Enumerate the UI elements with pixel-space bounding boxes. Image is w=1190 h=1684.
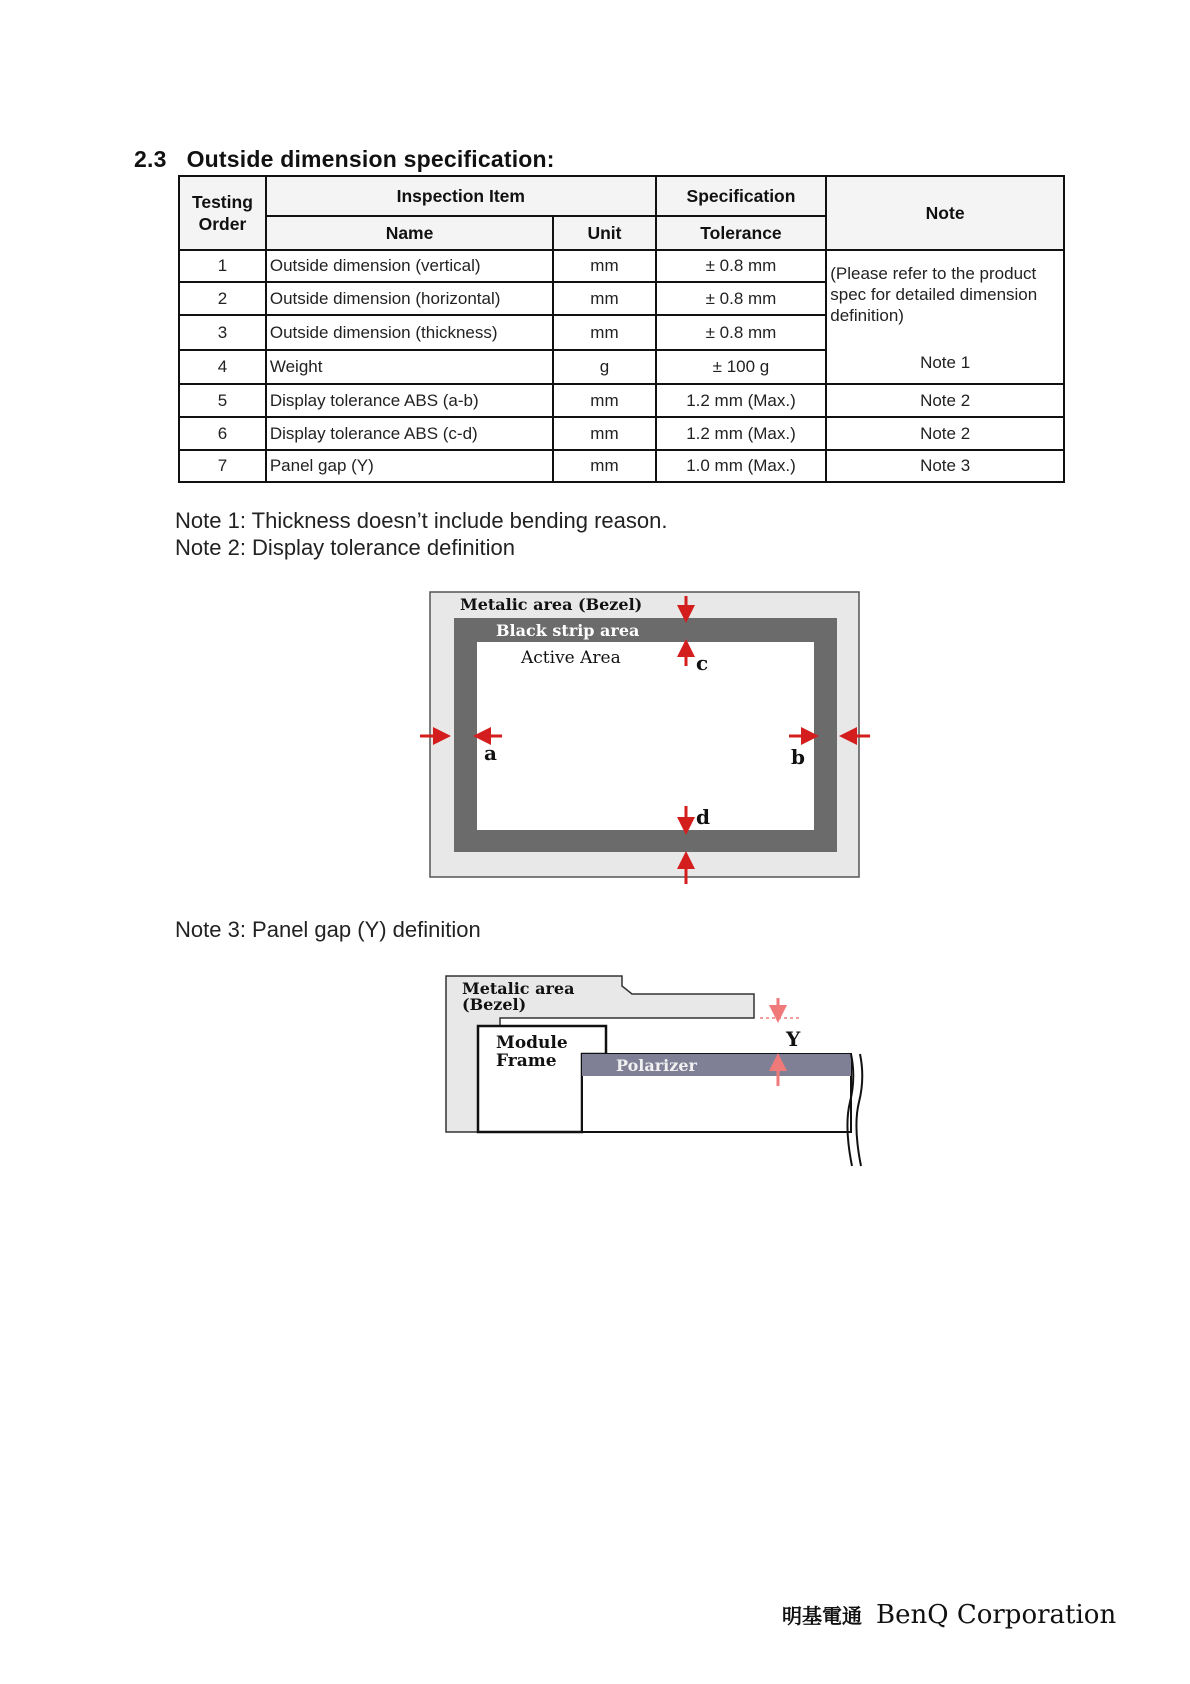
header-unit: Unit [553,216,655,250]
cell-tolerance: ± 100 g [656,350,827,384]
cell-name: Display tolerance ABS (a-b) [266,384,553,417]
cell-order: 4 [179,350,266,384]
cell-name: Outside dimension (thickness) [266,315,553,350]
section-number: 2.3 [134,146,167,172]
cell-note: Note 2 [826,417,1064,450]
cell-unit: g [553,350,655,384]
cell-tolerance: 1.2 mm (Max.) [656,417,827,450]
label-a: a [484,741,497,765]
note-3-text: Note 3: Panel gap (Y) definition [175,917,481,942]
cell-name: Weight [266,350,553,384]
module-label-line1: Module [496,1033,568,1053]
active-area [477,642,814,830]
header-inspection-item: Inspection Item [266,176,656,216]
header-name: Name [266,216,553,250]
polarizer-label: Polarizer [616,1056,697,1075]
merged-note-text: (Please refer to the product spec for detailed dimension definition) [830,264,1038,325]
header-specification: Specification [656,176,827,216]
cell-unit: mm [553,315,655,350]
note-1-text: Note 1: Thickness doesn’t include bending reason. [175,508,668,533]
cell-unit: mm [553,450,655,482]
label-b: b [791,745,805,769]
black-strip-label: Black strip area [496,621,640,640]
label-d: d [696,805,710,829]
merged-note-cell [826,250,1064,384]
bezel-label-line1: Metalic area [462,979,575,998]
header-tolerance: Tolerance [656,216,827,250]
label-c: c [696,651,709,675]
cell-unit: mm [553,384,655,417]
cell-tolerance: ± 0.8 mm [656,282,827,315]
cell-tolerance: 1.0 mm (Max.) [656,450,827,482]
display-tolerance-diagram [420,588,870,884]
bezel-label: Metalic area (Bezel) [460,595,643,614]
cell-name: Outside dimension (horizontal) [266,282,553,315]
cell-name: Outside dimension (vertical) [266,250,553,282]
panel-gap-diagram [420,968,870,1178]
table-row [179,450,1064,482]
cell-order: 7 [179,450,266,482]
label-y: Y [786,1027,801,1051]
bezel-label-line2: (Bezel) [462,995,527,1014]
table-row [179,250,1064,282]
cell-order: 2 [179,282,266,315]
module-label-line2: Frame [496,1051,557,1071]
note-2-text: Note 2: Display tolerance definition [175,535,515,560]
cell-tolerance: ± 0.8 mm [656,315,827,350]
cell-unit: mm [553,417,655,450]
cell-name: Display tolerance ABS (c-d) [266,417,553,450]
section-heading [134,146,555,173]
cell-note: Note 3 [826,450,1064,482]
cell-name: Panel gap (Y) [266,450,553,482]
merged-note-ref: Note 1 [920,353,971,372]
footer-chinese-name: 明基電通 [782,1604,862,1628]
notes-block [175,507,667,561]
footer-brand [782,1600,1116,1630]
table-row [179,417,1064,450]
spec-table [178,175,1065,483]
cell-note: Note 2 [826,384,1064,417]
header-note: Note [826,176,1064,250]
cell-tolerance: ± 0.8 mm [656,250,827,282]
cell-order: 1 [179,250,266,282]
table-row [179,384,1064,417]
footer-company: BenQ Corporation [876,1600,1117,1630]
header-testing-order: Testing Order [179,176,266,250]
section-title: Outside dimension specification: [186,146,555,172]
cell-unit: mm [553,250,655,282]
active-area-label: Active Area [521,648,621,668]
cell-unit: mm [553,282,655,315]
cell-tolerance: 1.2 mm (Max.) [656,384,827,417]
cell-order: 5 [179,384,266,417]
cell-order: 6 [179,417,266,450]
cell-order: 3 [179,315,266,350]
